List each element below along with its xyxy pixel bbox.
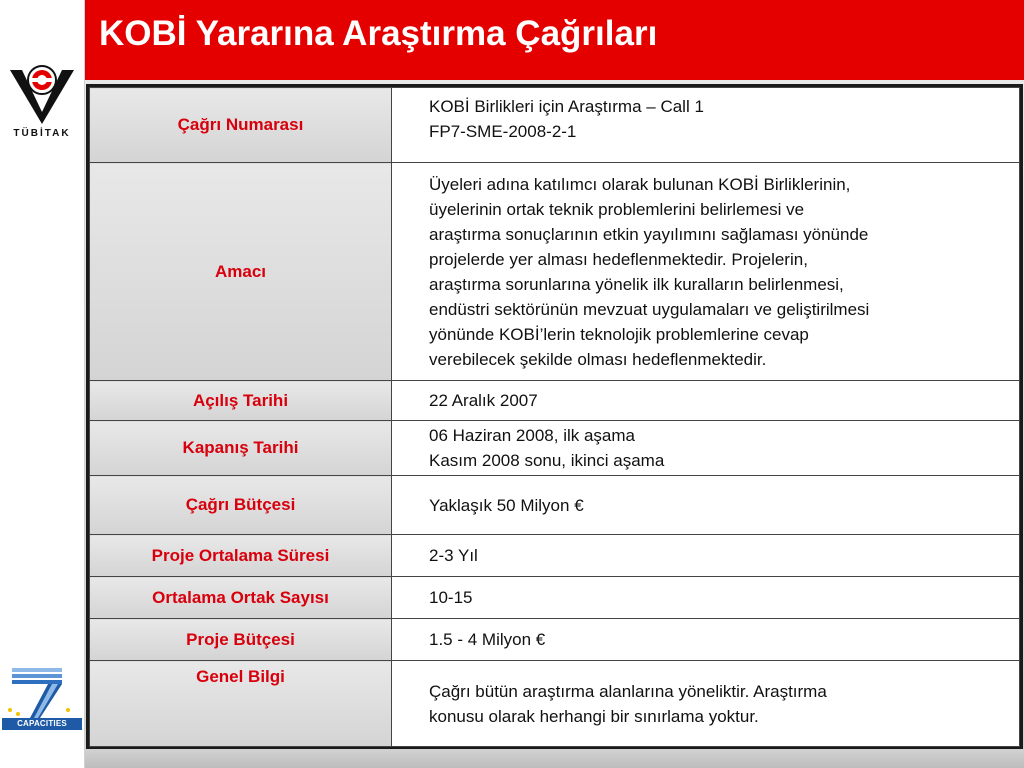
value-line: endüstri sektörünün mevzuat uygulamaları ve geliştirilmesi <box>429 299 870 319</box>
fp7-seven-icon <box>2 662 82 720</box>
row-label: Çağrı Bütçesi <box>90 476 392 535</box>
table-row <box>90 88 1020 163</box>
row-value <box>392 535 1020 577</box>
value-line: Kasım 2008 sonu, ikinci aşama <box>429 451 665 470</box>
title-bar <box>85 0 1024 80</box>
row-value <box>392 163 1020 381</box>
row-value <box>392 421 1020 476</box>
row-label: Kapanış Tarihi <box>90 421 392 476</box>
value-line: FP7-SME-2008-2-1 <box>429 122 577 141</box>
value-line: 06 Haziran 2008, ilk aşama <box>429 426 636 445</box>
table-row <box>90 421 1020 476</box>
table-row <box>90 476 1020 535</box>
table-row <box>90 163 1020 381</box>
row-label: Amacı <box>90 163 392 381</box>
value-line: yönünde KOBİ’lerin teknolojik problemlerine cevap <box>429 324 809 344</box>
table-row <box>90 381 1020 421</box>
fp7-label: CAPACITIES <box>2 718 82 730</box>
value-line: verebilecek şekilde olması hedeflenmektedir. <box>429 349 767 369</box>
bottom-strip <box>85 752 1024 768</box>
row-value <box>392 476 1020 535</box>
tubitak-logo <box>8 56 76 151</box>
value-line: 10-15 <box>429 588 473 607</box>
value-line: projelerde yer alması hedeflenmektedir. Projelerin, <box>429 249 808 269</box>
value-line: Üyeleri adına katılımcı olarak bulunan KOBİ Birliklerinin, <box>429 174 851 194</box>
row-value <box>392 619 1020 661</box>
row-value <box>392 381 1020 421</box>
row-value <box>392 88 1020 163</box>
call-info-table <box>86 84 1023 749</box>
table-row <box>90 619 1020 661</box>
value-line: konusu olarak herhangi bir sınırlama yoktur. <box>429 706 759 726</box>
table-row <box>90 535 1020 577</box>
value-line: araştırma sonuçlarının etkin yayılımını sağlaması yönünde <box>429 224 869 244</box>
row-label: Açılış Tarihi <box>90 381 392 421</box>
value-line: KOBİ Birlikleri için Araştırma – Call 1 <box>429 97 704 116</box>
value-line: araştırma sorunlarına yönelik ilk kuralların belirlenmesi, <box>429 274 844 294</box>
left-sidebar <box>0 0 85 768</box>
row-label: Proje Ortalama Süresi <box>90 535 392 577</box>
tubitak-emblem-icon <box>8 56 76 126</box>
fp7-capacities-logo <box>2 662 82 736</box>
row-label: Proje Bütçesi <box>90 619 392 661</box>
value-line: üyelerinin ortak teknik problemlerini belirlemesi ve <box>429 199 805 219</box>
page-title: KOBİ Yararına Araştırma Çağrıları <box>99 14 658 53</box>
row-label: Genel Bilgi <box>90 661 392 747</box>
row-value <box>392 661 1020 747</box>
value-line: 22 Aralık 2007 <box>429 391 538 410</box>
table-row <box>90 661 1020 747</box>
value-line: 2-3 Yıl <box>429 546 478 565</box>
row-value <box>392 577 1020 619</box>
table-row <box>90 577 1020 619</box>
logo-text: TÜBİTAK <box>13 128 71 139</box>
value-line: 1.5 - 4 Milyon € <box>429 630 546 649</box>
value-line: Yaklaşık 50 Milyon € <box>429 495 584 515</box>
value-line: Çağrı bütün araştırma alanlarına yöneliktir. Araştırma <box>429 681 827 701</box>
row-label: Çağrı Numarası <box>90 88 392 163</box>
row-label: Ortalama Ortak Sayısı <box>90 577 392 619</box>
